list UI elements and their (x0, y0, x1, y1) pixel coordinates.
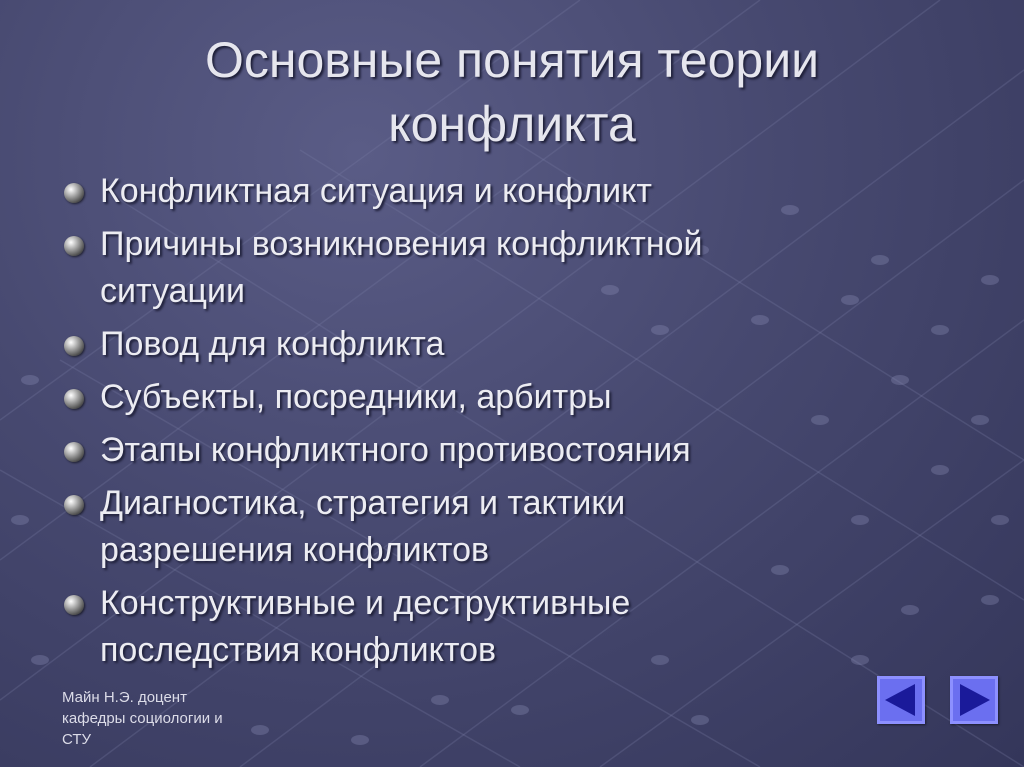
list-item (64, 580, 964, 674)
sphere-bullet-icon (64, 236, 84, 256)
list-item (64, 168, 964, 215)
sphere-bullet-icon (64, 442, 84, 462)
list-item-line: Конфликтная ситуация и конфликт (100, 172, 652, 210)
list-item-text (100, 580, 964, 674)
next-slide-button[interactable] (950, 676, 998, 724)
list-item-text (100, 374, 964, 421)
list-item (64, 374, 964, 421)
list-item-text (100, 221, 964, 315)
slide-title-line-1: Основные понятия теории (204, 32, 820, 88)
previous-slide-button[interactable] (877, 676, 925, 724)
list-item-text (100, 480, 964, 574)
list-item-text (100, 168, 964, 215)
list-item-text (100, 321, 964, 368)
footer-line-2: кафедры социологии и (62, 710, 223, 727)
list-item (64, 480, 964, 574)
author-footer (62, 687, 262, 750)
footer-line-1: Майн Н.Э. доцент (62, 689, 187, 706)
slide-title-line-2: конфликта (388, 96, 636, 152)
list-item (64, 221, 964, 315)
sphere-bullet-icon (64, 336, 84, 356)
triangle-left-icon (877, 676, 925, 724)
list-item (64, 427, 964, 474)
list-item-line: Субъекты, посредники, арбитры (100, 378, 612, 416)
list-item-line: Этапы конфликтного противостояния (100, 431, 691, 469)
list-item-line: Конструктивные и деструктивные (100, 584, 631, 622)
sphere-bullet-icon (64, 595, 84, 615)
list-item-line: последствия конфликтов (100, 631, 497, 669)
list-item-line: Повод для конфликта (100, 325, 445, 363)
list-item-line: ситуации (100, 272, 245, 310)
sphere-bullet-icon (64, 183, 84, 203)
list-item-text (100, 427, 964, 474)
list-item (64, 321, 964, 368)
slide-title (100, 28, 924, 156)
list-item-line: Диагностика, стратегия и тактики (100, 484, 626, 522)
bullet-list (64, 168, 964, 680)
list-item-line: разрешения конфликтов (100, 531, 490, 569)
sphere-bullet-icon (64, 495, 84, 515)
footer-line-3: СТУ (62, 731, 92, 748)
sphere-bullet-icon (64, 389, 84, 409)
list-item-line: Причины возникновения конфликтной (100, 225, 703, 263)
triangle-right-icon (950, 676, 998, 724)
